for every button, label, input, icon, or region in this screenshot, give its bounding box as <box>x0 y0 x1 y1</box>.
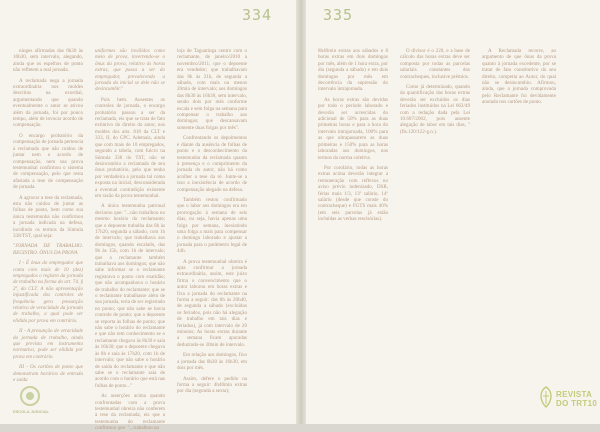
paragraph: Em relação aos domingos, fixo a jornada das 8h30 às 16h30, em dois por mês. <box>177 352 247 372</box>
paragraph: Confrontando os depoimentos e diante da ausência de folhas de ponto e o desconhecimento da testemunha da reclamada quanto à presença e o cumprimento da jornada do autor, não há como acolher a tese da ré. Junte-se a isso a inexistência de acordo de compensação alegado na defesa. <box>177 135 247 193</box>
revista-trt10-logo <box>538 384 598 422</box>
quote-paragraph: I - É ônus do empregador que conta com mais de 10 (dez) empregados o registro da jornada de trabalho na forma do art. 74, § 2º, da CLT. A não apresentação injustificada dos controles de frequência gera presunção relativa de veracidade da jornada de trabalho, a qual pode ser elidida por prova em contrário. <box>13 260 83 324</box>
paragraph: Assim, defere o pedido na forma a seguir: 4h40min extras por dia (segunda a sexta); <box>177 375 247 395</box>
left-page-number: 334 <box>242 6 273 24</box>
paragraph: 8h40min extras aos sábados e 8 horas extras em dois domingos por mês, além de 1 hora extra, por dia (segunda a sábado) e em dois domingos por mês em decorrência da supressão do intervalo intrajornada. <box>318 48 388 93</box>
logo-text-line-1: REVISTA <box>556 390 593 399</box>
paragraph: Pois bem. Ausentes os controles de jornada, o encargo probatório passou a ser da reclamada, eis que se trata de fato extintivo do direito do autor, nos moldes dos arts. 818 da CLT e 333, II, do CPC. Ademais, ainda que com mais de 10 empregados, segundo a tabela, com fulcro na Súmula 338 do TST, não se desincumbiu a reclamada de seu ônus probatório, pelo que tenho por verdadeira a jornada tal como exposta na inicial, desconsiderada a eventual contradição existente em razão da prova testemunhal. <box>95 96 165 199</box>
paragraph: O encargo probatório da compensação de jornada pertencia à reclamada que não cuidou de juntar nem o acordo de compensação, nem sua prova testemunhal confirmou o sistema de compensação, pelo que resta afastada a tese de compensação de jornada. <box>13 132 84 191</box>
paragraph: As asserções acima quando confrontadas com a prova testemunhal obreira não conferem à tese da reclamada, eis que a testemunha do reclamante confirmou que: "...trabalhou na <box>95 393 165 432</box>
bird-icon <box>538 386 554 408</box>
escola-judicial-logo <box>8 386 54 420</box>
paragraph: A reclamada nega a jornada extraordinária nos moldes descritos na exordial, argumentando que quando eventualmente o autor se ativou além da jornada, foi por pouco tempo, além de invocar acordo de compensação. <box>13 77 83 129</box>
seal-icon <box>20 386 40 406</box>
paragraph: A Reclamada recorre, ao argumento de que ônus da prova quanto à jornada excedente, por se tratar de fato constitutivo do seu direito, competia ao Autor, do qual não se desincumbiu. Afirmou, ainda, que a jornada comprovada pelo Reclamante foi devidamente anotada nos cartões de ponto. <box>482 48 556 106</box>
paragraph: A agravar a tese da reclamada, esta não cuidou de juntar as folhas de ponto, bem como sua única testemunha não confirmou a jornada indicada na defesa, incidindo os termos da Súmula 338/TST, qual seja: <box>13 194 83 239</box>
right-page-column-1 <box>318 48 388 400</box>
paragraph: Como já determinado, quando da quantificação das horas extras deverão ser excluídos os dias feriados instituídos na Lei 662/49 com a redação dada pela Lei 10.607/2002, pois ausente alegação de labor em tais dias, "(fls.120/122-g.n.). <box>400 84 470 135</box>
quote-paragraph: II - A presunção de veracidade da jornada de trabalho, ainda que prevista em instrumento normativo, pode ser elidida por prova em contrário. <box>13 328 83 360</box>
right-page-column-3 <box>482 48 556 400</box>
logo-text-line-2: DO TRT10 <box>556 399 598 408</box>
paragraph: As horas extras são devidas por todo o período laborado e deverão ser acrescidas do adicional de 50% para as duas primeiras horas e para a hora do intervalo intrajornada, 100% para as que ultrapassarem as duas primeiras e 150% para as horas laboradas aos domingos, nos termos da norma coletiva. <box>318 96 388 161</box>
book-gutter <box>296 0 306 424</box>
left-page-column-1 <box>13 48 83 400</box>
left-page-column-3 <box>177 48 247 400</box>
paragraph: Também restou confirmado que o labor aos domingos era em prorrogação à semana de seis dias, ou seja, havia apenas uma folga por semana, inexistindo uma folga a mais para compensar o domingo laborado e ajustar a jornada para o parâmetro legal de 44h. <box>177 196 247 255</box>
paragraph: Por corolário, todas as horas extras acima deverão integrar a remuneração com reflexos no aviso prévio indenizado, DSR, férias mais 1/3, 13º salário, 14º salário (desde que conste do contracheque) e FGTS mais 40% (em seis parcelas já estão incluídas as verbas rescisórias). <box>318 164 388 223</box>
quote-heading: "JORNADA DE TRABALHO. REGISTRO. ÔNUS DA PROVA <box>13 243 83 256</box>
left-page-column-2 <box>95 48 166 432</box>
paragraph: A única testemunha patronal declarou que: "...não trabalhou no mesmo horário do reclamante; que o depoente trabalha das 8h às 17h20, segunda a sábado, com 1h de intervalo; que trabalhava aos domingos, quando escalado, das 9h às 15h, com 1h de intervalo; que o reclamante também trabalhava aos domingos; que não sabe informar se o reclamante registrava o ponto com exatidão; que não acompanhava o horário de trabalho do reclamante; que se o reclamante trabalhasse além de sua jornada, teria de ser registrado no ponto; que não sabe se havia controle de ponto; que o depoente se reporta às folhas de ponto; que não sabe o horário do reclamante e que não tem conhecimento se o reclamante chegava às 8h30 e saía às 16h30; que o depoente chegava às 8h e saía às 17h20, com 1h de intervalo; que não sabe o horário de saída do reclamante e que não sabe se o reclamante saía de acordo com o horário que está nas folhas de ponto..." <box>95 203 166 389</box>
quote-paragraph: III - Os cartões de ponto que demonstram horários de entrada e saída <box>13 364 83 384</box>
logo-caption: ESCOLA JUDICIAL <box>12 409 50 414</box>
right-page-column-2 <box>400 48 470 400</box>
paragraph: A prova testemunhal obreira é apta confirmar a jornada extraordinária, assim, este juízo firma o convencimento que o autor laborou em horas extras e fixa a jornada do reclamante na forma a seguir: das 8h às 20h40, de segunda a sábado (excluídos os feriados, pois não há alegação de trabalho em tais dias e feriados), já com intervalo de 20 minutos; As horas extras durante a semana ficam apuradas deduzindo-se 30min de intervalo. <box>177 258 247 348</box>
right-page-number: 335 <box>323 6 354 24</box>
paragraph: ninges afirmadas das 8h30 às 16h30, sem intervalo, alegando, ainda que os espelhos de ponto não refletem a real jornada. <box>13 48 83 74</box>
paragraph: loja de Taguatinga centro com o reclamante, de janeiro/2010 a novembro/2011; que o depoente era vendedor; que trabalhavam das 8h às 21h, de segunda a sábado, com mais ou menos 20min de intervalo; aos domingos das 8h30 às 16h30, sem intervalo, sendo dois por mês conforme escala e sem folga na semana para compensar o trabalho aos domingos; que descansavam somente duas folgas por mês". <box>177 48 247 131</box>
paragraph: O divisor é o 220, e a base de cálculo das horas extras deve ser composta por todas as parcelas salariais constantes dos contracheques, inclusive prêmios. <box>400 48 470 80</box>
quote-continuation: uniformes são inválidos como meio de prova, invertendo-se o ônus da prova, relativo às horas extras, que passa a ser do empregador, prevalecendo a jornada da inicial se dele não se desincumbir." <box>95 48 165 93</box>
